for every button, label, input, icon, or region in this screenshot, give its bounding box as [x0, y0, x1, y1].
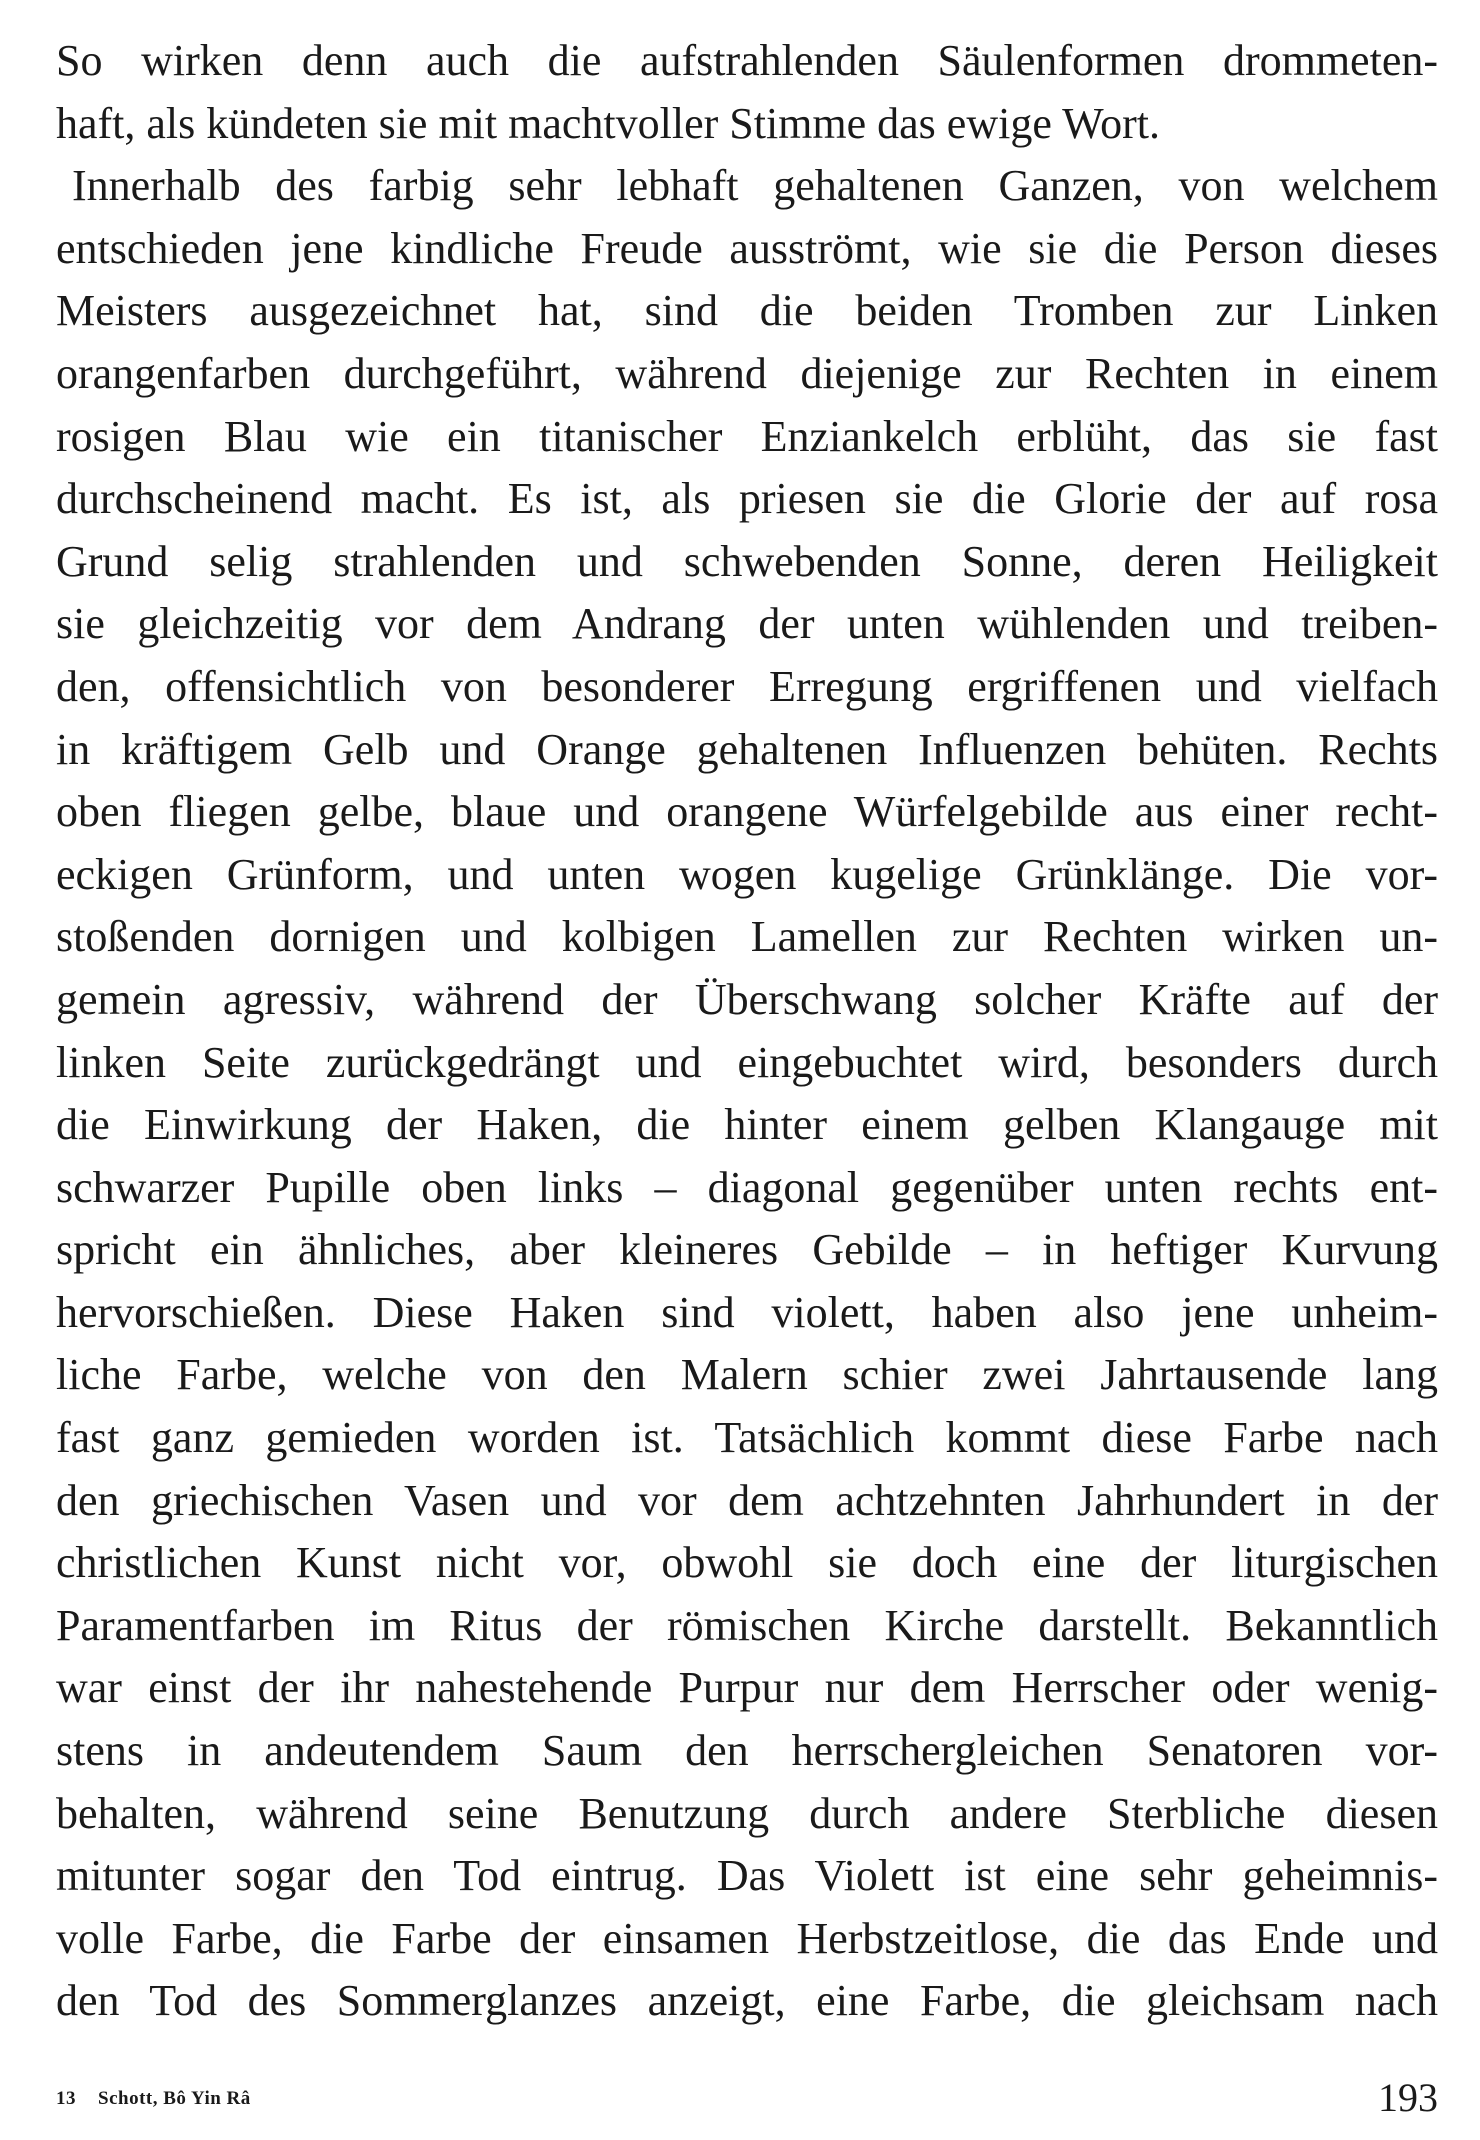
text-line: entschieden jene kindliche Freude ausströmt, wie sie die Person dieses	[56, 223, 1438, 273]
text-line: linken Seite zurückgedrängt und eingebuchtet wird, besonders durch	[56, 1037, 1438, 1087]
text-line: den Tod des Sommerglanzes anzeigt, eine Farbe, die gleichsam nach	[56, 1976, 1438, 2026]
printer-signature	[56, 2088, 251, 2110]
text-line: hervorschießen. Diese Haken sind violett, haben also jene unheim-	[56, 1287, 1438, 1337]
text-line: stens in andeutendem Saum den herrschergleichen Senatoren vor-	[56, 1726, 1438, 1776]
text-line: war einst der ihr nahestehende Purpur nur dem Herrscher oder wenig-	[56, 1663, 1438, 1713]
text-line: volle Farbe, die Farbe der einsamen Herbstzeitlose, die das Ende und	[56, 1913, 1438, 1963]
text-line: schwarzer Pupille oben links – diagonal gegenüber unten rechts ent-	[56, 1162, 1438, 1212]
text-line: rosigen Blau wie ein titanischer Enziankelch erblüht, das sie fast	[56, 411, 1438, 461]
text-line: mitunter sogar den Tod eintrug. Das Violett ist eine sehr geheimnis-	[56, 1851, 1438, 1901]
text-line: oben fliegen gelbe, blaue und orangene Würfelgebilde aus einer recht-	[56, 787, 1438, 837]
text-line: fast ganz gemieden worden ist. Tatsächlich kommt diese Farbe nach	[56, 1413, 1438, 1463]
text-line: durchscheinend macht. Es ist, als priesen sie die Glorie der auf rosa	[56, 474, 1438, 524]
text-line: Meisters ausgezeichnet hat, sind die beiden Tromben zur Linken	[56, 286, 1438, 336]
text-line: behalten, während seine Benutzung durch andere Sterbliche diesen	[56, 1788, 1438, 1838]
text-line: die Einwirkung der Haken, die hinter einem gelben Klangauge mit	[56, 1100, 1438, 1150]
text-line: christlichen Kunst nicht vor, obwohl sie doch eine der liturgischen	[56, 1538, 1438, 1588]
text-line: Innerhalb des farbig sehr lebhaft gehaltenen Ganzen, von welchem	[72, 161, 1438, 211]
text-line: Paramentfarben im Ritus der römischen Kirche darstellt. Bekanntlich	[56, 1600, 1438, 1650]
text-line: eckigen Grünform, und unten wogen kugelige Grünklänge. Die vor-	[56, 849, 1438, 899]
text-line: den griechischen Vasen und vor dem achtzehnten Jahrhundert in der	[56, 1475, 1438, 1525]
text-line: stoßenden dornigen und kolbigen Lamellen zur Rechten wirken un-	[56, 912, 1438, 962]
body-text	[56, 30, 1438, 2033]
signature-number: 13	[56, 2088, 76, 2109]
text-line: Grund selig strahlenden und schwebenden Sonne, deren Heiligkeit	[56, 536, 1438, 586]
text-line: orangenfarben durchgeführt, während diejenige zur Rechten in einem	[56, 348, 1438, 398]
page-footer	[56, 2075, 1438, 2120]
text-line: spricht ein ähnliches, aber kleineres Gebilde – in heftiger Kurvung	[56, 1225, 1438, 1275]
text-line: So wirken denn auch die aufstrahlenden Säulenformen drommeten-	[56, 36, 1438, 85]
text-line: liche Farbe, welche von den Malern schier zwei Jahrtausende lang	[56, 1350, 1438, 1400]
page-number: 193	[1378, 2075, 1438, 2120]
text-line: gemein agressiv, während der Überschwang solcher Kräfte auf der	[56, 974, 1438, 1024]
text-line: sie gleichzeitig vor dem Andrang der unten wühlenden und treiben-	[56, 599, 1438, 649]
text-line: in kräftigem Gelb und Orange gehaltenen Influenzen behüten. Rechts	[56, 724, 1438, 774]
signature-text: Schott, Bô Yin Râ	[98, 2088, 251, 2109]
text-line: den, offensichtlich von besonderer Erregung ergriffenen und vielfach	[56, 661, 1438, 711]
text-line: haft, als kündeten sie mit machtvoller Stimme das ewige Wort.	[56, 98, 1160, 148]
